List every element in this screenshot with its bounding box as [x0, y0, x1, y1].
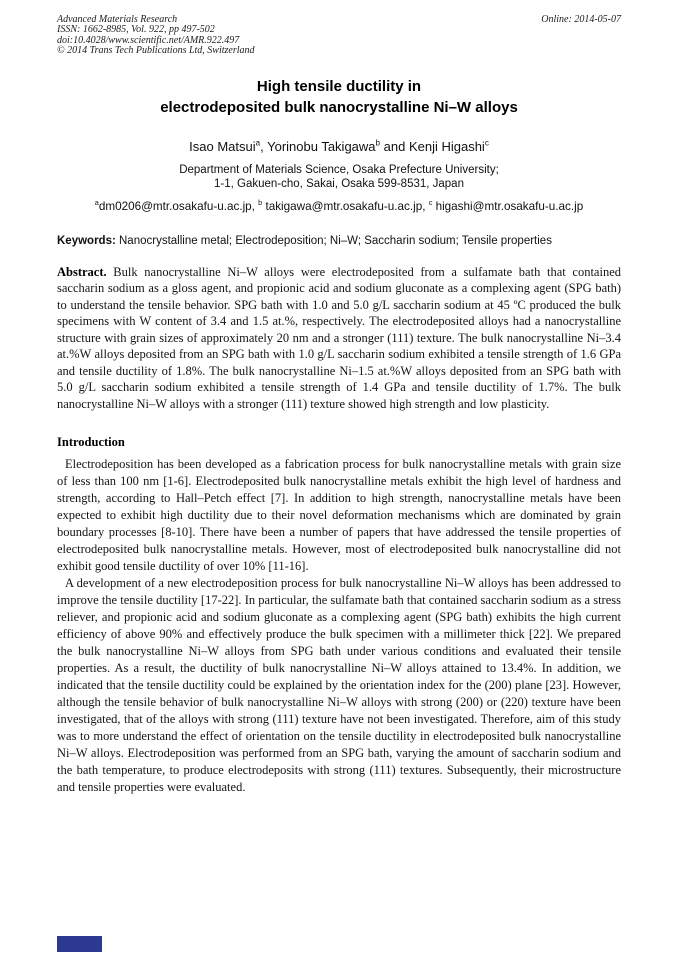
online-date: Online: 2014-05-07	[541, 14, 621, 25]
author-3-affmark: c	[484, 138, 489, 148]
abstract-label: Abstract.	[57, 264, 107, 279]
affiliation-block	[57, 163, 621, 191]
keywords-line	[57, 235, 621, 247]
journal-name: Advanced Materials Research	[57, 14, 178, 25]
paper-title-line1: High tensile ductility in	[256, 77, 422, 95]
doi-line: doi:10.4028/www.scientific.net/AMR.922.497	[57, 34, 240, 46]
abstract-text: Bulk nanocrystalline Ni–W alloys were electrodeposited from a sulfamate bath that contained saccharin sodium as a gloss agent, and propionic acid and sodium gluconate as a complexing agent (SPG bath) to understand the tensile behavior. SPG bath with 1.0 and 5.0 g/L saccharin sodium at 45 ºC produced the bulk specimens with W content of 3.4 and 1.5 at.%, respectively. The electrodeposited alloys had a nanocrystalline structure with grain sizes of approximately 20 nm and a stronger (111) texture. The bulk nanocrystalline Ni–3.4 at.%W alloys deposited from an SPG bath with 1.0 g/L saccharin sodium exhibited a tensile strength of 1.6 GPa and tensile ductility of 1.8%. The bulk nanocrystalline Ni–1.5 at.%W alloys deposited from an SPG bath with 5.0 g/L saccharin sodium exhibited a tensile strength of 1.4 GPa and tensile ductility of 1.7%. The bulk nanocrystalline Ni–W alloys with a stronger (111) texture showed high strength and low plasticity.	[57, 264, 621, 411]
affiliation-line2: 1-1, Gakuen-cho, Sakai, Osaka 599-8531, Japan	[214, 177, 464, 190]
email-a: dm0206@mtr.osakafu-u.ac.jp	[98, 199, 252, 213]
email-separator-2: ,	[422, 199, 429, 213]
email-a-affmark: a	[94, 197, 99, 207]
issn-volume-pages: ISSN: 1662-8985, Vol. 922, pp 497-502	[57, 24, 215, 36]
email-b: takigawa@mtr.osakafu-u.ac.jp	[262, 199, 423, 213]
authors-line	[57, 139, 621, 154]
author-1-affmark: a	[255, 138, 261, 148]
email-c: higashi@mtr.osakafu-u.ac.jp	[432, 199, 584, 213]
email-separator-1: ,	[251, 199, 259, 213]
author-2-affmark: b	[375, 138, 381, 148]
keywords-label: Keywords:	[57, 234, 116, 247]
publication-header	[57, 15, 621, 57]
affiliation-line1: Department of Materials Science, Osaka Prefecture University;	[179, 163, 499, 176]
introduction-paragraph-1: Electrodeposition has been developed as a fabrication process for bulk nanocrystalline metals with grain size of less than 100 nm [1-6]. Electrodeposited bulk nanocrystalline metals exhibit the high level of hardness and strength, according to Hall–Petch effect [7]. In addition to high strength, nanocrystalline metals have been expected to exhibit high ductility due to their novel deformation mechanisms which are dominated by grain boundary processes [8-10]. There have been a number of papers that have addressed the tensile properties of electrodeposited bulk nanocrystalline metals. However, most of electrodeposited bulk nanocrystalline did not exhibit good tensile ductility of over 10% [11-16].	[57, 457, 621, 574]
author-separator-2: and	[380, 138, 409, 154]
abstract-paragraph	[57, 264, 621, 413]
footer-brand-box	[57, 936, 102, 952]
paper-title-line2: electrodeposited bulk nanocrystalline Ni–W alloys	[160, 98, 518, 116]
introduction-paragraph-2: A development of a new electrodeposition process for bulk nanocrystalline Ni–W alloys has been addressed to improve the tensile ductility [17-22]. In particular, the sulfamate bath that contained saccharin sodium as a stress reliever, and propionic acid and sodium gluconate as a complexing agent (SPG bath) exhibits the high current efficiency of above 90% and effectively produce the bulk specimen with a millimeter thick [22]. We prepared the bulk nanocrystalline Ni–W alloys from SPG bath under various conditions and evaluated their tensile properties. As a result, the ductility of bulk nanocrystalline Ni–W alloys attained to 13.4%. In addition, we indicated that the tensile ductility could be explained by the orientation index for the (200) plane [23]. However, although the tensile behavior of bulk nanocrystalline Ni–W alloys with strong (200) or (220) texture have been investigated, that of the alloys with strong (111) texture have not been investigated. Therefore, aim of this study was to more understand the effect of orientation on the tensile ductility in electrodeposited bulk nanocrystalline Ni–W alloys. Electrodeposition was performed from an SPG bath, varying the amount of saccharin sodium and the bath temperature, to produce electrodeposits with strong (111) textures. Subsequently, their microstructure and tensile properties were evaluated.	[57, 576, 621, 795]
email-c-affmark: c	[428, 197, 433, 207]
author-2: Yorinobu Takigawa	[267, 138, 376, 154]
copyright-line: © 2014 Trans Tech Publications Ltd, Switzerland	[57, 45, 255, 57]
publication-info	[57, 15, 255, 57]
author-separator-1: ,	[260, 138, 268, 154]
email-b-affmark: b	[258, 197, 263, 207]
author-1: Isao Matsui	[189, 138, 256, 154]
section-heading-introduction: Introduction	[57, 435, 125, 450]
paper-title	[57, 76, 621, 118]
author-3: Kenji Higashi	[408, 138, 485, 154]
author-emails	[57, 197, 621, 213]
keywords-text: Nanocrystalline metal; Electrodeposition; Ni–W; Saccharin sodium; Tensile properties	[115, 234, 552, 247]
